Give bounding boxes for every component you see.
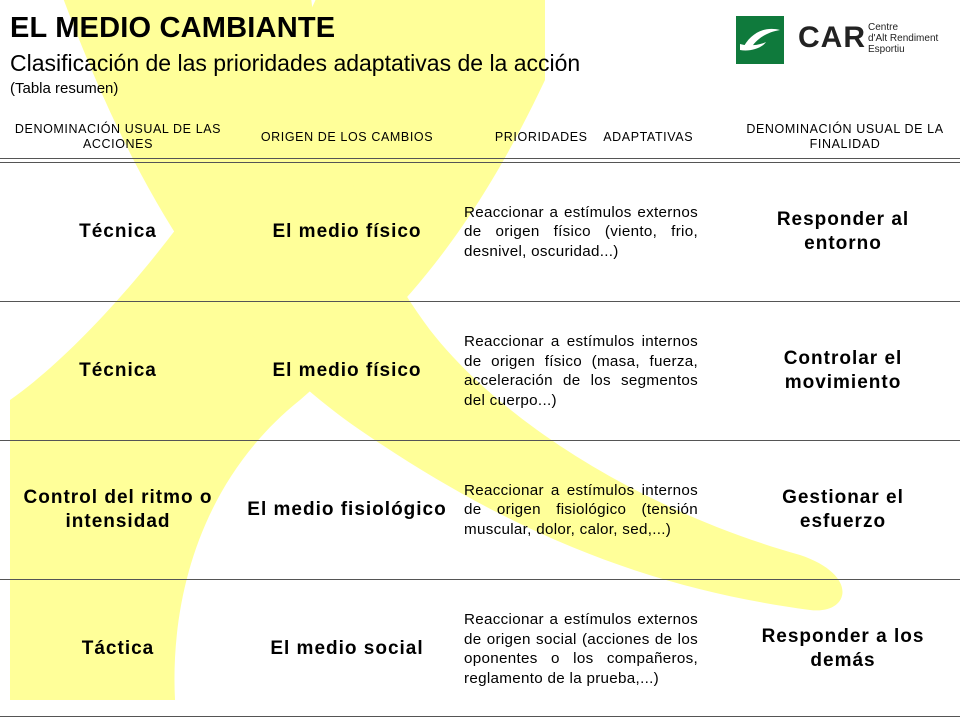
cell-origen: El medio físico [272,221,422,242]
car-logo-tagline-line: Esportiu [868,44,905,55]
cell-origen: El medio fisiológico [247,499,447,520]
cell-finalidad: Controlar el movimiento [783,348,903,393]
cell-origen: El medio social [270,638,424,659]
cell-accion: Control del ritmo o intensidad [23,487,213,532]
car-logo-tagline [868,22,938,55]
column-header-acciones: DENOMINACIÓN USUAL DE LAS ACCIONES [14,122,222,151]
car-logo-text: CAR [798,21,866,54]
table-row [0,441,960,579]
cell-finalidad: Gestionar el esfuerzo [782,487,904,532]
car-logo-tagline-line: Centre [868,22,899,33]
cell-prioridad-text: Reaccionar a estímulos internos de origen fisiológico (tensión muscular, dolor, calor, sed,...) [464,481,698,538]
cell-prioridad [464,302,698,440]
page-title: EL MEDIO CAMBIANTE [10,12,336,44]
cell-prioridad-text: Reaccionar a estímulos externos de origen físico (viento, frio, desnivel, oscuridad...) [464,203,698,260]
cell-origen: El medio físico [272,360,422,381]
row-divider [0,716,960,717]
header-divider [0,158,960,159]
cell-accion: Técnica [79,221,157,242]
cell-finalidad: Responder al entorno [776,209,910,254]
cell-prioridad [464,163,698,301]
table-row [0,302,960,440]
cell-prioridad-text: Reaccionar a estímulos internos de origen físico (masa, fuerza, acceleración de los segmentos del cuerpo...) [464,333,698,409]
cell-prioridad-text: Reaccionar a estímulos externos de origen social (acciones de los oponentes o los compañeros, reglamento de la prueba,...) [464,611,698,687]
car-logo-icon [736,16,784,64]
car-logo-tagline-line: d'Alt Rendiment [868,33,939,44]
cell-prioridad [464,580,698,718]
cell-accion: Táctica [81,638,155,659]
column-header-prioridades: PRIORIDADES ADAPTATIVAS [494,129,694,144]
table-row [0,163,960,301]
page-subtitle: Clasificación de las prioridades adaptativas de la acción [10,50,581,76]
cell-finalidad: Responder a los demás [761,626,925,671]
table-row [0,580,960,718]
car-logo [736,16,946,64]
cell-accion: Técnica [79,360,157,381]
cell-prioridad [464,441,698,579]
column-header-finalidad: DENOMINACIÓN USUAL DE LA FINALIDAD [746,122,944,151]
column-header-origen: ORIGEN DE LOS CAMBIOS [260,129,434,144]
page-note: (Tabla resumen) [10,80,119,97]
